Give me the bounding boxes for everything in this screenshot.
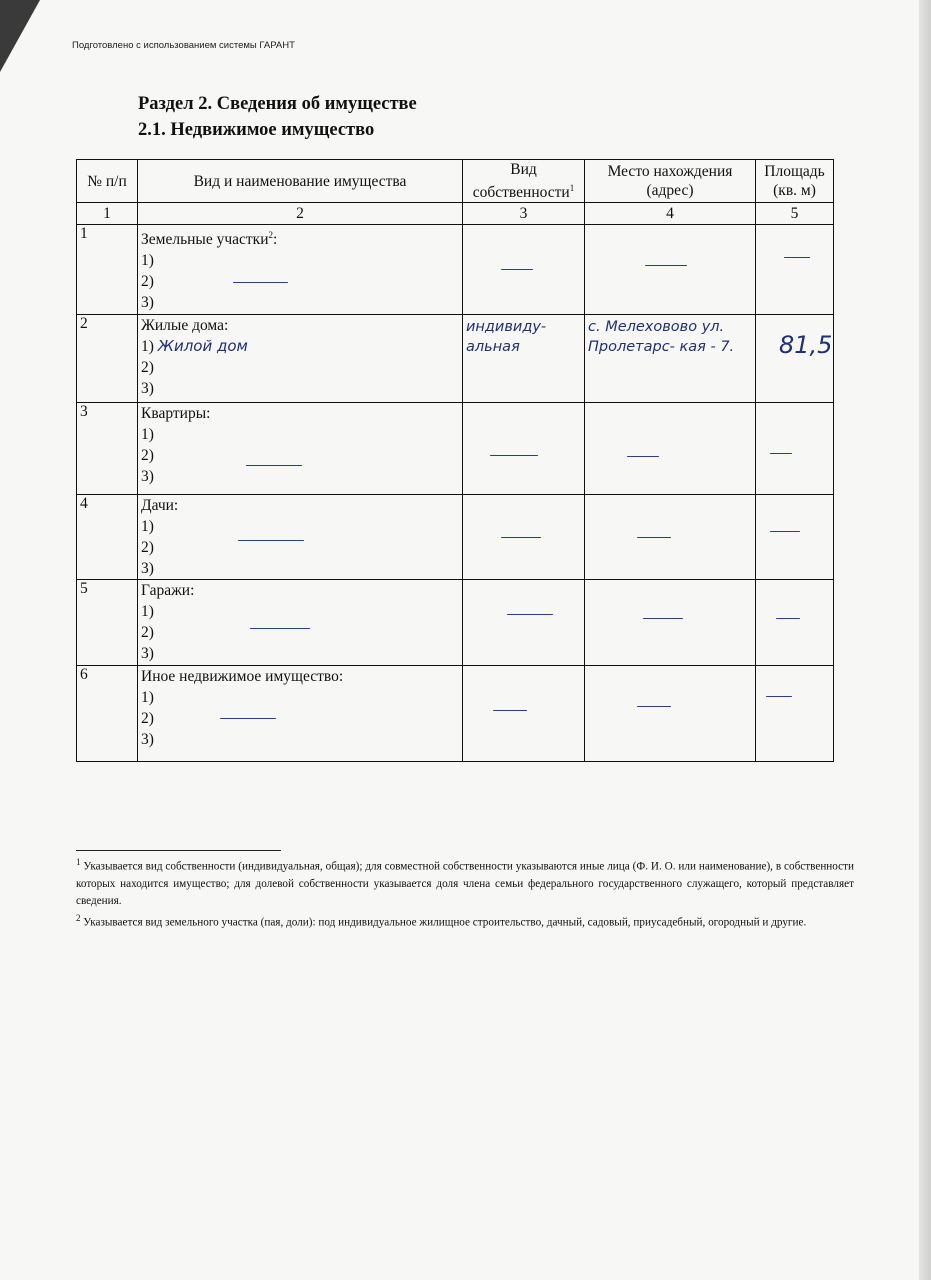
empty-dash (493, 710, 527, 711)
handwritten-location: с. Мелеховово ул. Пролетарс- кая - 7. (588, 318, 735, 355)
header-area: Площадь (кв. м) (756, 160, 834, 203)
row-number: 4 (77, 495, 138, 580)
header-note: Подготовлено с использованием системы ГАРАНТ (72, 40, 295, 51)
footnote-1: $^1$ Указывается вид собственности (индивидуальная, общая); для совместной собственности указываются иные лица (Ф. И. О. или наименование), в собственности которых находится имущество; для долевой собственности указывается доля члена семьи федерального государственного служащего, который представляет сведения. (76, 857, 855, 907)
item-label: 1) (141, 252, 154, 270)
empty-dash (770, 531, 800, 532)
col-number: 3 (463, 203, 585, 225)
table-row (77, 402, 834, 494)
empty-dash (501, 537, 541, 538)
empty-dash (645, 265, 687, 266)
section-title: Раздел 2. Сведения об имуществе (138, 94, 417, 114)
col-number: 1 (77, 203, 138, 225)
item-label: 1) (141, 603, 154, 621)
row-title: Дачи: (141, 497, 179, 515)
item-label: 1) (141, 425, 154, 443)
row-number: 3 (77, 402, 138, 494)
footnote-separator (76, 850, 281, 851)
empty-dash (784, 257, 810, 258)
item-label: 3) (141, 467, 154, 485)
header-ownership: Вид собственности$^1$ (463, 160, 585, 203)
item-label: 2) (141, 446, 154, 464)
empty-dash (766, 696, 792, 697)
table-row (77, 314, 834, 402)
col-number: 5 (756, 203, 834, 225)
item-label: 1) Жилой дом (141, 336, 248, 355)
row-name-cell (138, 580, 463, 665)
header-name: Вид и наименование имущества (138, 160, 463, 203)
footnote-2: $^2$ Указывается вид земельного участка (пая, доли): под индивидуальное жилищное строительство, дачный, садовый, приусадебный, огородный и другие. (76, 912, 807, 929)
row-name-cell (138, 495, 463, 580)
table-row (77, 495, 834, 580)
table-header-row (77, 160, 834, 203)
empty-dash (643, 618, 683, 619)
empty-dash (220, 718, 276, 719)
handwritten-area: 81,5 (779, 330, 833, 359)
item-label: 2) (141, 624, 154, 642)
row-name-cell (138, 402, 463, 494)
empty-dash (507, 614, 553, 615)
empty-dash (637, 706, 671, 707)
footnotes (76, 854, 854, 931)
column-numbers-row (77, 203, 834, 225)
item-label: 3) (141, 379, 154, 397)
empty-dash (776, 618, 800, 619)
row-name-cell (138, 665, 463, 761)
empty-dash (490, 455, 538, 456)
row-title: Жилые дома: (141, 316, 229, 334)
item-label: 2) (141, 358, 154, 376)
table-row (77, 665, 834, 761)
item-label: 2) (141, 273, 154, 291)
scan-edge (919, 0, 931, 1280)
handwritten-ownership: индивиду- альная (466, 318, 547, 355)
empty-dash (637, 537, 671, 538)
row-number: 5 (77, 580, 138, 665)
row-title: Гаражи: (141, 582, 195, 600)
row-title: Иное недвижимое имущество: (141, 667, 344, 685)
item-label: 1) (141, 518, 154, 536)
header-location: Место нахождения (адрес) (585, 160, 756, 203)
handwritten-name: Жилой дом (157, 336, 248, 355)
item-label: 3) (141, 730, 154, 748)
col-number: 2 (138, 203, 463, 225)
row-number: 2 (77, 314, 138, 402)
item-label: 2) (141, 709, 154, 727)
table-row (77, 225, 834, 314)
row-name-cell (138, 314, 463, 402)
row-title: Земельные участки$^2$: (141, 230, 278, 249)
empty-dash (770, 453, 792, 454)
empty-dash (627, 456, 659, 457)
item-label: 3) (141, 560, 154, 578)
header-num: № п/п (77, 160, 138, 203)
row-name-cell (138, 225, 463, 314)
col-number: 4 (585, 203, 756, 225)
subsection-title: 2.1. Недвижимое имущество (138, 120, 375, 140)
item-label: 3) (141, 645, 154, 663)
row-number: 1 (77, 225, 138, 314)
empty-dash (246, 465, 302, 466)
item-label: 2) (141, 539, 154, 557)
real-estate-table (76, 159, 834, 762)
item-label: 3) (141, 294, 154, 312)
folded-corner (0, 0, 40, 72)
empty-dash (501, 269, 533, 270)
item-label: 1) (141, 688, 154, 706)
table-row (77, 580, 834, 665)
row-number: 6 (77, 665, 138, 761)
row-title: Квартиры: (141, 404, 211, 422)
